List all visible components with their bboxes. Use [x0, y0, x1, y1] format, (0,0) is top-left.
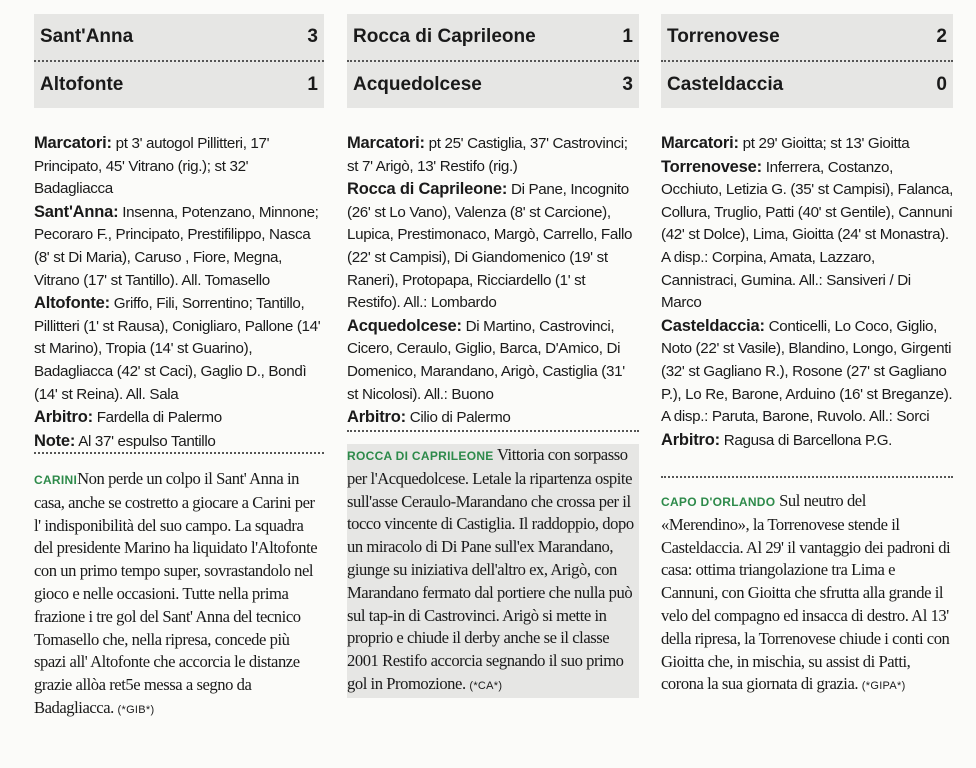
scoreboard: [661, 14, 953, 108]
match-report: [347, 132, 639, 430]
article-dateline: CARINI: [34, 473, 78, 487]
report-text: Conticelli, Lo Coco, Giglio, Noto (22' st Vasile), Blandino, Longo, Girgenti (32' st Gagliano R.), Rosone (27' st Gagliano P.), Lo Re, Barone, Arduino (16' st Breganze). A disp.: Paruta, Barone, Ruvolo. All.: Sorci: [661, 317, 953, 426]
article-signature: (*CA*): [469, 679, 503, 692]
article-signature: (*GIPA*): [861, 680, 906, 693]
report-away-lineup: [347, 315, 639, 406]
away-team-row: [347, 60, 639, 108]
article-signature: (*GIB*): [117, 703, 155, 716]
report-label: Note:: [34, 431, 76, 450]
home-team-score: 1: [622, 26, 633, 47]
home-team-name: Torrenovese: [667, 26, 780, 47]
report-label: Acquedolcese:: [347, 316, 462, 335]
report-text: Cilio di Palermo: [405, 409, 511, 427]
away-team-name: Casteldaccia: [667, 74, 784, 95]
match-column-santanna: [34, 0, 324, 717]
report-home-lineup: [347, 178, 639, 315]
away-team-score: 0: [936, 74, 947, 95]
report-text: Di Pane, Incognito (26' st Lo Vano), Valenza (8' st Carcione), Lupica, Prestimonaco, Margò, Carrello, Fallo (22' st Campisi), Di Giandomenico (19' st Raneri), Protopapa, Ricciardello (1' st Restifo). All.: Lombardo: [347, 181, 633, 312]
report-label: Marcatori:: [661, 134, 739, 152]
report-scorers: [661, 132, 953, 156]
article-body: [347, 444, 639, 698]
report-scorers: [347, 132, 639, 178]
report-label: Marcatori:: [347, 134, 425, 152]
article-text: Sul neutro del «Merendino», la Torrenovese stende il Casteldaccia. Al 29' il vantaggio dei padroni di casa: ottima triangolazione tra Lima e Cannuni, con Gioitta che sfrutta alla grande il velo del compagno ed insacca di destro. Al 13' della ripresa, la Torrenovese chiude i conti con Gioitta che, in mischia, su assist di Patti, corona la sua giornata di grazia.: [661, 491, 951, 694]
article-dateline: ROCCA DI CAPRILEONE: [347, 449, 494, 463]
report-text: pt 3' autogol Pillitteri, 17' Principato, 45' Vitrano (rig.); st 32' Badagliacca: [34, 135, 270, 198]
home-team-row: [347, 14, 639, 60]
report-text: Ragusa di Barcellona P.G.: [719, 431, 893, 449]
away-team-score: 3: [622, 74, 633, 95]
report-text: Al 37' espulso Tantillo: [75, 432, 216, 450]
report-label: Rocca di Caprileone:: [347, 180, 508, 199]
report-label: Arbitro:: [661, 430, 720, 449]
scoreboard: [347, 14, 639, 108]
report-text: Griffo, Fili, Sorrentino; Tantillo, Pillitteri (1' st Rausa), Conigliaro, Pallone (14' st Marino), Tropia (14' st Guarino), Badagliacca (42' st Caci), Gaglio D., Bondì (14' st Reina). All. Sala: [34, 295, 321, 403]
home-team-name: Rocca di Caprileone: [353, 26, 536, 47]
report-label: Casteldaccia:: [661, 316, 765, 335]
match-report: [661, 132, 953, 452]
report-label: Torrenovese:: [661, 157, 762, 176]
report-text: Insenna, Potenzano, Minnone; Pecoraro F., Principato, Prestifilippo, Nasca (8' st Di Maria), Caruso , Fiore, Megna, Vitrano (17' st Tantillo). All. Tomasello: [34, 203, 319, 289]
home-team-score: 2: [936, 26, 947, 47]
divider: [661, 476, 953, 478]
home-team-name: Sant'Anna: [40, 26, 134, 47]
home-team-score: 3: [307, 26, 318, 47]
match-report: [34, 132, 324, 453]
report-text: Di Martino, Castrovinci, Cicero, Ceraulo, Giglio, Barca, D'Amico, Di Domenico, Marandano, Arigò, Castiglia (31' st Nicolosi). All.: Buono: [347, 317, 625, 403]
match-column-torrenovese: [661, 0, 954, 694]
report-home-lineup: [34, 201, 324, 292]
report-label: Arbitro:: [34, 408, 93, 427]
away-team-name: Altofonte: [40, 74, 124, 95]
home-team-row: [661, 14, 953, 60]
divider: [34, 452, 324, 454]
report-text: pt 29' Gioitta; st 13' Gioitta: [738, 135, 910, 152]
away-team-row: [34, 60, 324, 108]
divider: [347, 430, 639, 432]
report-label: Marcatori:: [34, 134, 112, 152]
article-body: [34, 468, 324, 722]
match-column-rocca: [347, 0, 639, 693]
report-away-lineup: [34, 292, 324, 406]
report-notes: [34, 430, 324, 454]
article-dateline: CAPO D'ORLANDO: [661, 495, 776, 509]
away-team-score: 1: [307, 74, 318, 95]
report-referee: [34, 406, 324, 430]
report-text: pt 25' Castiglia, 37' Castrovinci; st 7' Arigò, 13' Restifo (rig.): [347, 135, 628, 175]
report-referee: [661, 429, 953, 453]
scoreboard: [34, 14, 324, 108]
report-text: Inferrera, Costanzo, Occhiuto, Letizia G. (35' st Campisi), Falanca, Collura, Truglio, Patti (40' st Gentile), Cannuni (42' st Dolce), Lima, Gioitta (24' st Monastra). A disp.: Corpina, Amata, Lazzaro, Cannistraci, Gumina. All.: Sansiveri / Di Marco: [661, 158, 954, 312]
article-text: Vittoria con sorpasso per l'Acquedolcese. Letale la ripartenza ospite sull'asse Ceraulo-Marandano che crossa per il tocco vincente di Castiglia. Il raddoppio, dopo un miracolo di Di Pane sull'ex Marandano, giunge su iniziativa dell'altro ex, Arigò, con Marandano fermato dal portiere che nulla può sul tap-in di Castrovinci. Arigò si mette in proprio e chiude il derby anche se il classe 2001 Restifo accorcia segnando il suo primo gol in Promozione.: [347, 445, 634, 693]
home-team-row: [34, 14, 324, 60]
report-label: Arbitro:: [347, 408, 406, 427]
report-scorers: [34, 132, 324, 201]
away-team-name: Acquedolcese: [353, 74, 482, 95]
report-away-lineup: [661, 315, 953, 429]
report-referee: [347, 406, 639, 430]
report-home-lineup: [661, 156, 953, 315]
report-label: Altofonte:: [34, 294, 110, 313]
away-team-row: [661, 60, 953, 108]
article-body: [661, 490, 953, 698]
report-text: Fardella di Palermo: [92, 409, 222, 427]
article-text: Non perde un colpo il Sant' Anna in casa, anche se costretto a giocare a Carini per l' indisponibilità del suo campo. La squadra del presidente Marino ha liquidato l'Altofonte con un primo tempo super, sovrastandolo nel gioco e nelle occasioni. Tutte nella prima frazione i tre gol del Sant' Anna del tecnico Tomasello che, nella ripresa, concede più spazi all' Altofonte che accorcia le distanze grazie allòa ret5e messa a segno da Badagliacca.: [34, 469, 318, 717]
report-label: Sant'Anna:: [34, 202, 119, 221]
